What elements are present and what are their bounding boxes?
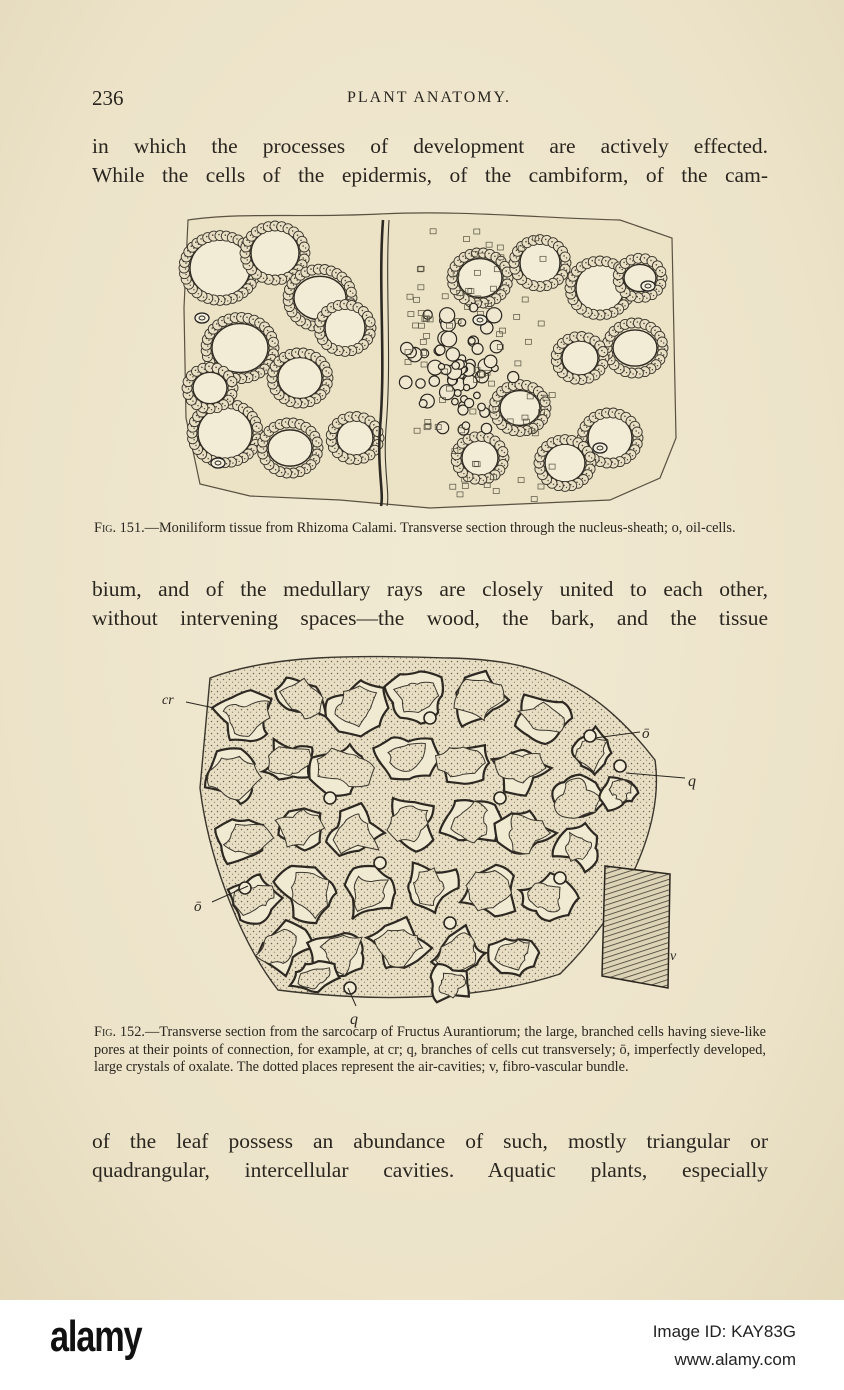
text-line: without intervening spaces—the wood, the bark, and the tissue (92, 606, 768, 630)
label-o-top: ō (642, 726, 650, 742)
running-title: PLANT ANATOMY. (346, 89, 512, 106)
text-line: in which the processes of development are actively effected. (92, 134, 768, 158)
alamy-logo: alamy (50, 1312, 142, 1361)
label-cr: cr (162, 693, 174, 708)
text-line: While the cells of the epidermis, of the cambiform, of the cam- (92, 163, 768, 187)
body-paragraph-2 (92, 575, 768, 633)
text-line: bium, and of the medullary rays are closely united to each other, (92, 577, 768, 601)
caption-text: —Transverse section from the sarcocarp of Fructus Aurantiorum; the large, branched cells having sieve-like pores at their points of connection, for example, at cr; q, branches of cells cut transversely; ō, imperfectly developed, large crystals of oxalate. The dotted places represent the air-cavities; v, fibro-vascular bundle. (94, 1024, 767, 1075)
label-q-bottom: q (350, 1011, 358, 1028)
figure-151-illustration (180, 208, 680, 508)
figure-152-illustration (150, 648, 710, 1028)
body-paragraph-1 (92, 132, 768, 190)
page-number: 236 (92, 86, 124, 110)
figure-152-caption (94, 1024, 766, 1077)
text-line: quadrangular, intercellular cavities. Aquatic plants, especially (92, 1158, 768, 1182)
caption-text: —Moniliform tissue from Rhizoma Calami. Transverse section through the nucleus-sheath; o, oil-cells. (144, 520, 736, 536)
figure-151-caption (94, 520, 766, 538)
body-paragraph-3 (92, 1127, 768, 1185)
figure-label: Fig. 151. (94, 520, 145, 536)
label-q-right: q (688, 773, 696, 790)
site-url: www.alamy.com (674, 1350, 796, 1369)
text-line: of the leaf possess an abundance of such, mostly triangular or (92, 1129, 768, 1153)
image-id: Image ID: KAY83G (652, 1322, 796, 1341)
stock-footer (0, 1300, 844, 1390)
label-v: v (670, 949, 677, 964)
label-o-left: ō (194, 899, 202, 915)
running-head (92, 86, 766, 112)
figure-label: Fig. 152. (94, 1024, 145, 1040)
